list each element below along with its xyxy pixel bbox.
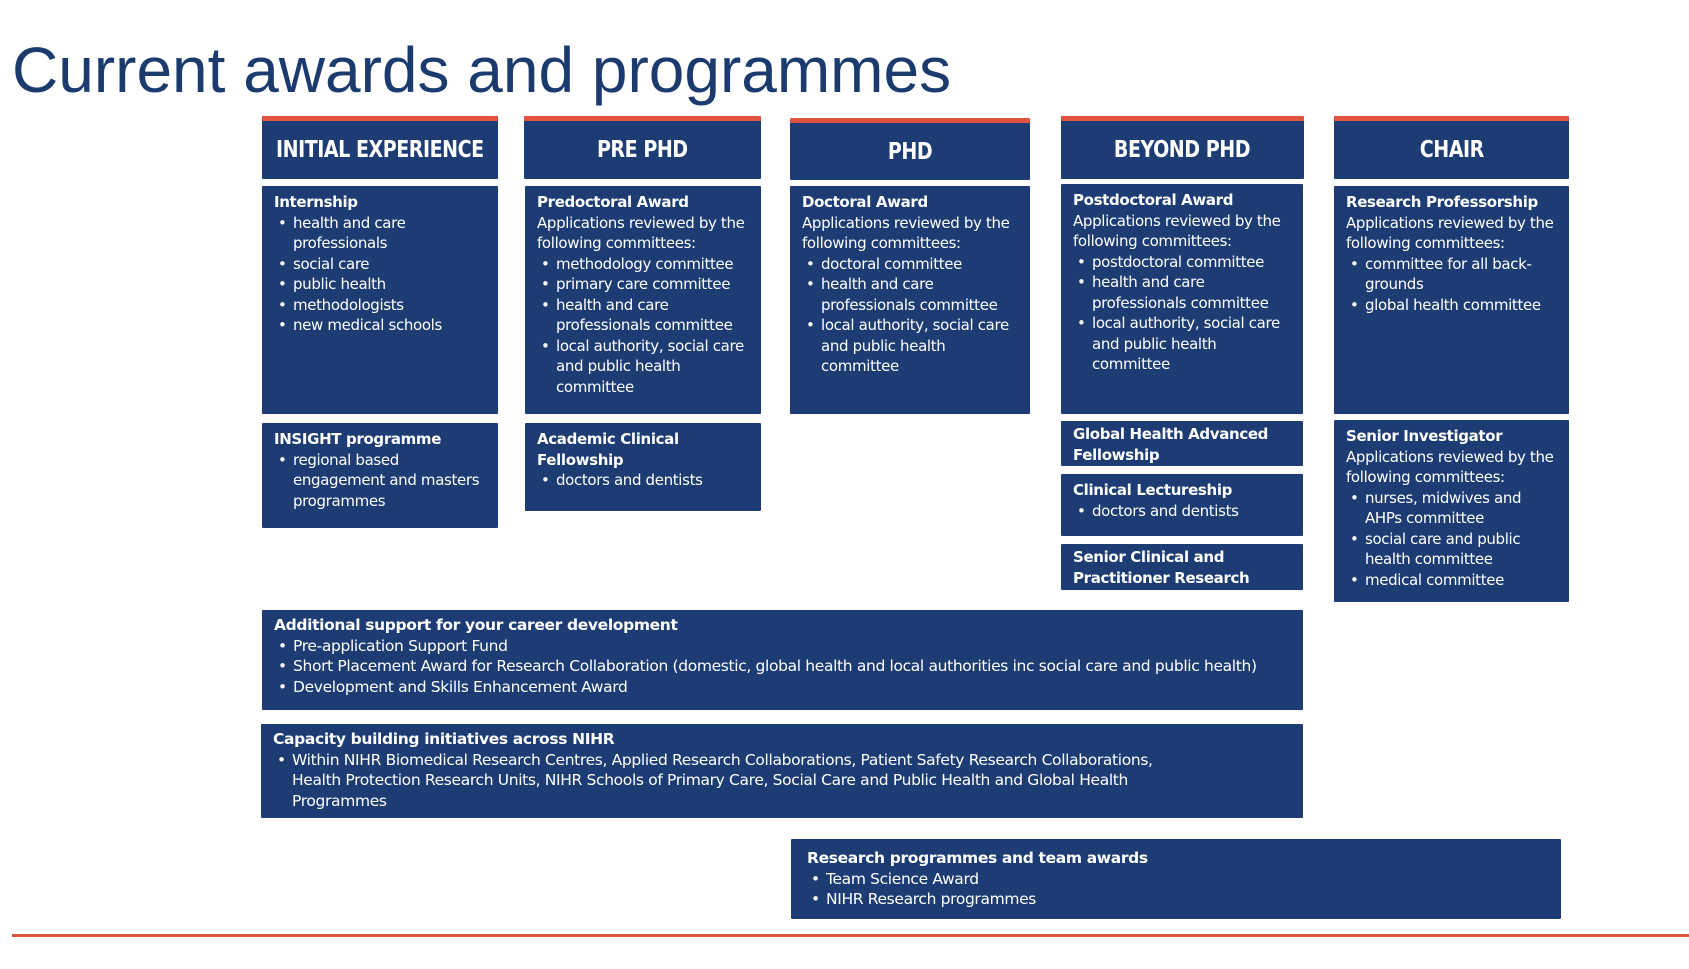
list-item: • Short Placement Award for Research Collaboration (domestic, global health and local authorities inc social care and public health) — [274, 656, 1293, 677]
header-beyond-phd — [1061, 116, 1304, 179]
list-item: • Team Science Award — [807, 869, 1551, 890]
list-item: • health and care professionals — [274, 213, 488, 254]
list-item: • Development and Skills Enhancement Award — [274, 677, 1293, 698]
card-intro: Applications reviewed by the following committees: — [1346, 447, 1554, 486]
bullet-list — [274, 213, 488, 336]
card-heading: Postdoctoral Award — [1073, 191, 1234, 209]
card-heading: Research Professorship — [1346, 193, 1538, 211]
list-item: • health and care professionals committee — [537, 295, 751, 336]
list-item: • health and care professionals committee — [802, 274, 1020, 315]
list-item: • Pre-application Support Fund — [274, 636, 1293, 657]
card-heading: Capacity building initiatives across NIHR — [273, 730, 615, 748]
list-item: • health and care professionals committee — [1073, 272, 1293, 313]
list-item: • primary care committee — [537, 274, 751, 295]
card-senior-clinical-practitioner-award — [1061, 544, 1303, 607]
list-item: • social care and public health committee — [1346, 529, 1559, 570]
card-research-professorship — [1334, 186, 1569, 414]
header-label: PHD — [887, 138, 933, 165]
card-intro: Applications reviewed by the following committees: — [537, 213, 745, 252]
card-heading: Additional support for your career development — [274, 616, 678, 634]
bullet-list — [1073, 252, 1293, 375]
card-clinical-lectureship — [1061, 474, 1303, 536]
card-doctoral-award — [790, 186, 1030, 414]
list-item: • doctors and dentists — [537, 470, 751, 491]
bullet-list — [1073, 501, 1293, 522]
bullet-list — [1346, 488, 1559, 591]
bullet-list — [1346, 254, 1559, 316]
card-career-development-support — [262, 610, 1303, 710]
list-item: • methodologists — [274, 295, 488, 316]
header-label: PRE PHD — [597, 137, 688, 163]
card-internship — [262, 186, 498, 414]
card-intro: Applications reviewed by the following committees: — [1346, 213, 1554, 252]
header-chair — [1334, 116, 1569, 179]
list-item: • social care — [274, 254, 488, 275]
card-insight-programme — [262, 423, 498, 528]
card-capacity-building — [261, 724, 1303, 818]
list-item: • doctoral committee — [802, 254, 1020, 275]
header-initial-experience — [262, 116, 498, 179]
header-label: BEYOND PHD — [1114, 137, 1251, 163]
card-postdoctoral-award — [1061, 184, 1303, 414]
footer-divider — [12, 934, 1689, 937]
bullet-list — [274, 450, 488, 512]
card-heading: Academic Clinical Fellowship — [537, 430, 679, 469]
list-item: • Within NIHR Biomedical Research Centres, Applied Research Collaborations, Patient Safety Research Collaborations, Health Protection Research Units, NIHR Schools of Primary Care, Social Care and Public Health and Global Health Programmes — [273, 750, 1293, 812]
card-heading: Doctoral Award — [802, 193, 928, 211]
list-item: • postdoctoral committee — [1073, 252, 1293, 273]
card-intro: Applications reviewed by the following committees: — [802, 213, 1010, 252]
card-senior-investigator — [1334, 420, 1569, 602]
list-item: • regional based engagement and masters programmes — [274, 450, 488, 512]
card-heading: Global Health Advanced Fellowship — [1073, 425, 1269, 464]
list-item: • medical committee — [1346, 570, 1559, 591]
card-heading: Senior Clinical and Practitioner Research Award — [1073, 548, 1250, 607]
list-item: • global health committee — [1346, 295, 1559, 316]
card-intro: Applications reviewed by the following committees: — [1073, 211, 1281, 250]
list-item: • doctors and dentists — [1073, 501, 1293, 522]
list-item: • local authority, social care and public health committee — [1073, 313, 1293, 375]
list-item: • new medical schools — [274, 315, 488, 336]
card-academic-clinical-fellowship — [525, 423, 761, 511]
card-heading: Internship — [274, 193, 358, 211]
list-item: • methodology committee — [537, 254, 751, 275]
list-item: • local authority, social care and public health committee — [537, 336, 751, 398]
card-heading: Predoctoral Award — [537, 193, 689, 211]
card-heading: Research programmes and team awards — [807, 849, 1148, 867]
card-global-health-advanced-fellowship — [1061, 421, 1303, 466]
bullet-list — [273, 750, 1293, 812]
card-heading: INSIGHT programme — [274, 430, 442, 448]
card-heading: Senior Investigator — [1346, 427, 1503, 445]
list-item: • committee for all back-grounds — [1346, 254, 1559, 295]
bullet-list — [537, 254, 751, 398]
card-research-programmes-team-awards — [791, 839, 1561, 919]
bullet-list — [274, 636, 1293, 698]
card-heading: Clinical Lectureship — [1073, 481, 1233, 499]
header-pre-phd — [524, 116, 761, 179]
header-label: CHAIR — [1419, 137, 1484, 163]
bullet-list — [802, 254, 1020, 377]
list-item: • nurses, midwives and AHPs committee — [1346, 488, 1559, 529]
bullet-list — [807, 869, 1551, 910]
list-item: • local authority, social care and public health committee — [802, 315, 1020, 377]
list-item: • public health — [274, 274, 488, 295]
list-item: • NIHR Research programmes — [807, 889, 1551, 910]
card-predoctoral-award — [525, 186, 761, 414]
bullet-list — [537, 470, 751, 491]
header-label: INITIAL EXPERIENCE — [276, 137, 484, 163]
header-phd — [790, 118, 1030, 180]
page-title: Current awards and programmes — [12, 34, 952, 106]
